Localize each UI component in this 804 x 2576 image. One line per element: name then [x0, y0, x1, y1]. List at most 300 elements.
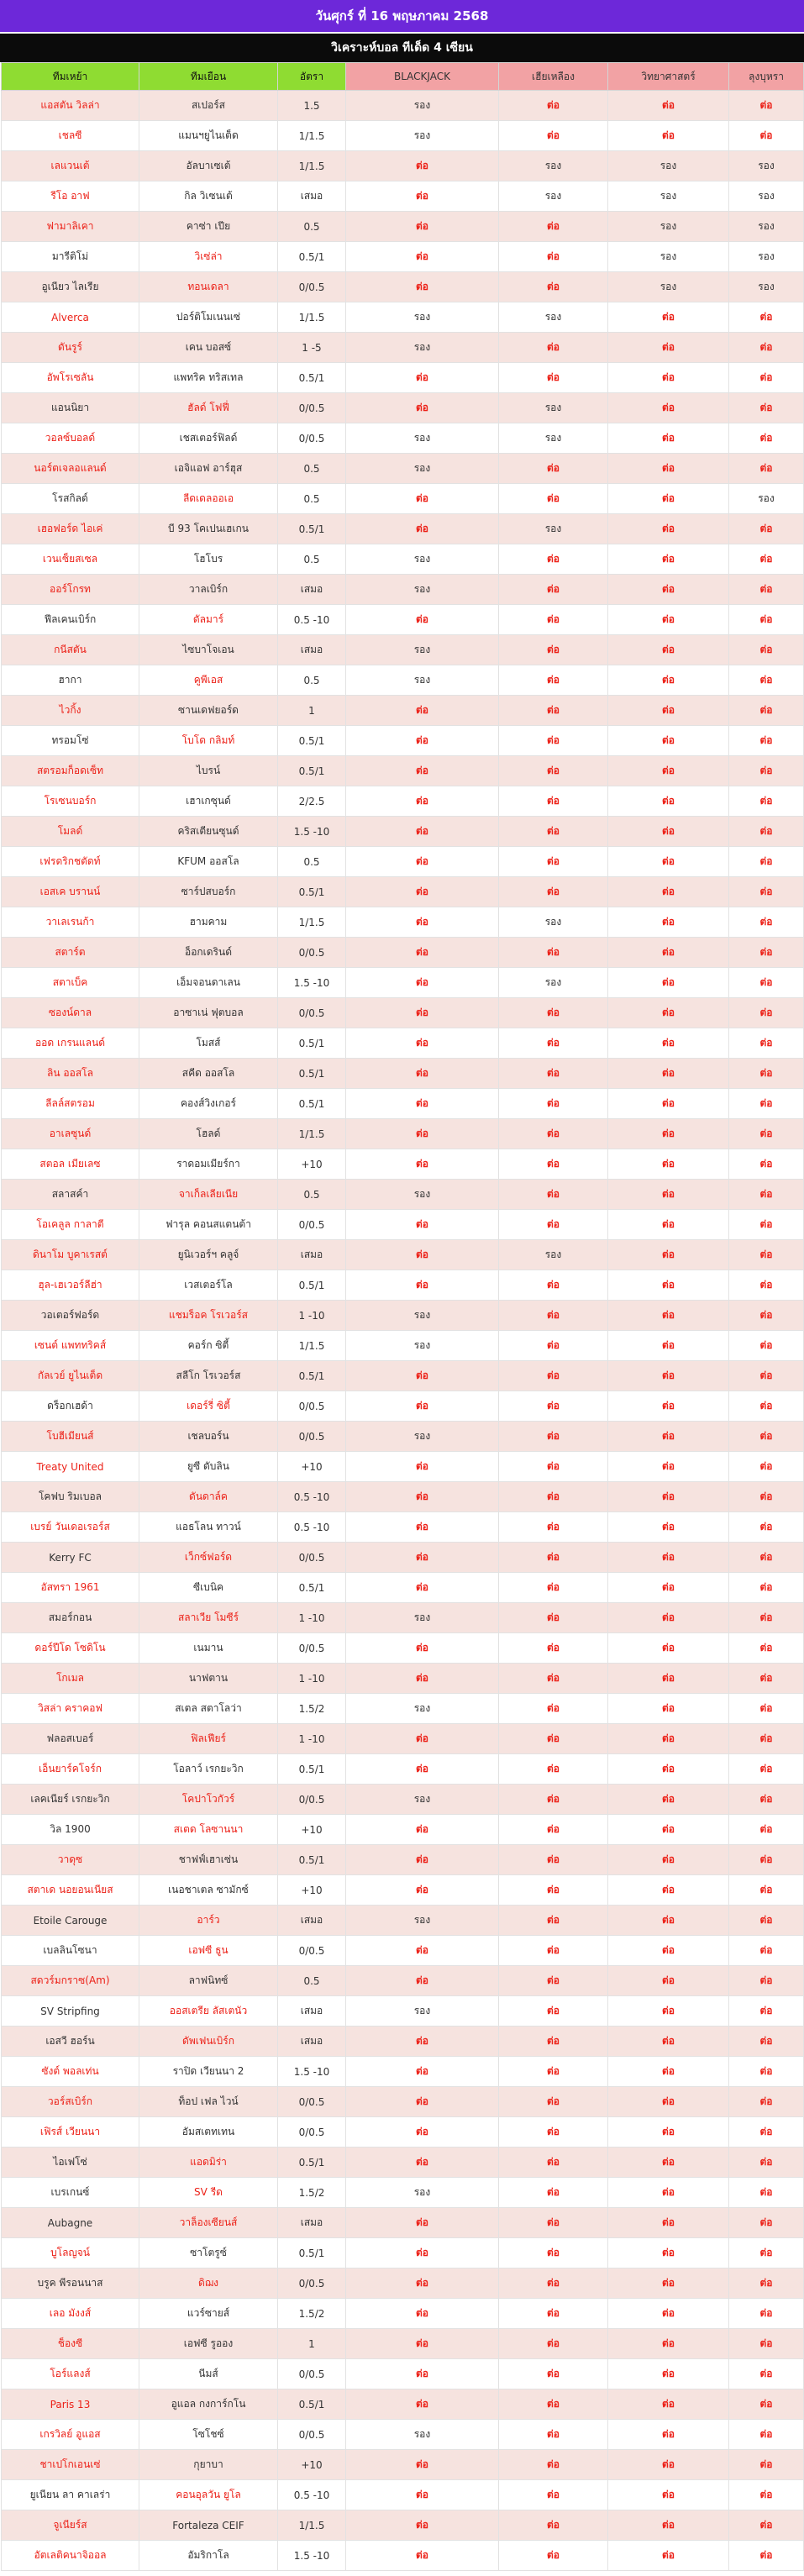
lung-bura-tip: ต่อ [729, 1028, 804, 1059]
table-row [2, 2268, 804, 2299]
hia-lueang-tip: ต่อ [499, 2178, 608, 2208]
hia-lueang-tip: ต่อ [499, 1089, 608, 1119]
hia-lueang-tip: ต่อ [499, 1633, 608, 1664]
table-row [2, 817, 804, 847]
hia-lueang-tip: ต่อ [499, 847, 608, 877]
lung-bura-tip: ต่อ [729, 2359, 804, 2389]
hia-lueang-tip: ต่อ [499, 1845, 608, 1875]
lung-bura-tip: ต่อ [729, 968, 804, 998]
blackjack-tip: ต่อ [346, 1936, 499, 1966]
table-row [2, 1210, 804, 1240]
hia-lueang-tip: ต่อ [499, 2027, 608, 2057]
handicap-odds: 0.5/1 [278, 2148, 346, 2178]
lung-bura-tip: ต่อ [729, 1361, 804, 1391]
away-team: ซาโตรูซ์ [139, 2238, 278, 2268]
hia-lueang-tip: ต่อ [499, 272, 608, 302]
hia-lueang-tip: ต่อ [499, 1422, 608, 1452]
away-team: เอจิแอฟ อาร์ฮุส [139, 454, 278, 484]
home-team: วาดุซ [2, 1845, 139, 1875]
home-team: กนีสตัน [2, 635, 139, 665]
table-row [2, 756, 804, 786]
science-tip: ต่อ [608, 454, 729, 484]
home-team: อัพโรเซลัน [2, 363, 139, 393]
handicap-odds: 0/0.5 [278, 2117, 346, 2148]
away-team: อัลบาเซเต้ [139, 151, 278, 181]
science-tip: ต่อ [608, 1331, 729, 1361]
away-team: ดันดาล์ค [139, 1482, 278, 1512]
handicap-odds: 1.5 -10 [278, 817, 346, 847]
science-tip: ต่อ [608, 1996, 729, 2027]
away-team: แพทริค ทริสเทล [139, 363, 278, 393]
science-tip: ต่อ [608, 575, 729, 605]
hia-lueang-tip: รอง [499, 151, 608, 181]
science-tip: ต่อ [608, 2299, 729, 2329]
home-team: กัลเวย์ ยูไนเต็ด [2, 1361, 139, 1391]
handicap-odds: 2/2.5 [278, 786, 346, 817]
column-header-home: ทีมเหย้า [2, 63, 139, 91]
handicap-odds: 0/0.5 [278, 423, 346, 454]
hia-lueang-tip: ต่อ [499, 1210, 608, 1240]
handicap-odds: 0/0.5 [278, 1391, 346, 1422]
blackjack-tip: ต่อ [346, 1119, 499, 1149]
lung-bura-tip: ต่อ [729, 1210, 804, 1240]
science-tip: ต่อ [608, 393, 729, 423]
lung-bura-tip: ต่อ [729, 786, 804, 817]
home-team: มารีติโม่ [2, 242, 139, 272]
handicap-odds: 0.5/1 [278, 726, 346, 756]
hia-lueang-tip: ต่อ [499, 1331, 608, 1361]
away-team: เนมาน [139, 1633, 278, 1664]
away-team: Fortaleza CEIF [139, 2510, 278, 2541]
handicap-odds: 1/1.5 [278, 1119, 346, 1149]
science-tip: ต่อ [608, 877, 729, 907]
table-row [2, 1331, 804, 1361]
hia-lueang-tip: ต่อ [499, 726, 608, 756]
away-team: คอร์ก ซิตี้ [139, 1331, 278, 1361]
lung-bura-tip: ต่อ [729, 696, 804, 726]
away-team: แชมร็อค โรเวอร์ส [139, 1301, 278, 1331]
away-team: เชสเตอร์ฟิลด์ [139, 423, 278, 454]
science-tip: ต่อ [608, 726, 729, 756]
hia-lueang-tip: ต่อ [499, 1543, 608, 1573]
hia-lueang-tip: ต่อ [499, 605, 608, 635]
away-team: เอฟซี รูออง [139, 2329, 278, 2359]
table-row [2, 1180, 804, 1210]
blackjack-tip: รอง [346, 121, 499, 151]
handicap-odds: 1.5/2 [278, 2178, 346, 2208]
home-team: Kerry FC [2, 1543, 139, 1573]
table-row [2, 938, 804, 968]
science-tip: ต่อ [608, 1754, 729, 1785]
science-tip: ต่อ [608, 665, 729, 696]
home-team: บูโลญจน์ [2, 2238, 139, 2268]
handicap-odds: เสมอ [278, 1240, 346, 1270]
hia-lueang-tip: รอง [499, 181, 608, 212]
home-team: โอเคลูล กาลาตี [2, 1210, 139, 1240]
science-tip: ต่อ [608, 1119, 729, 1149]
blackjack-tip: ต่อ [346, 272, 499, 302]
handicap-odds: 0/0.5 [278, 393, 346, 423]
away-team: คริสเตียนซุนด์ [139, 817, 278, 847]
home-team: ฟีลเคนเบิร์ก [2, 605, 139, 635]
hia-lueang-tip: ต่อ [499, 121, 608, 151]
away-team: แอธโลน ทาวน์ [139, 1512, 278, 1543]
home-team: เอสเค บรานน์ [2, 877, 139, 907]
science-tip: ต่อ [608, 2208, 729, 2238]
science-tip: รอง [608, 272, 729, 302]
lung-bura-tip: ต่อ [729, 2510, 804, 2541]
handicap-odds: 1/1.5 [278, 151, 346, 181]
science-tip: ต่อ [608, 696, 729, 726]
column-header-lung-bura: ลุงบุหรา [729, 63, 804, 91]
science-tip: รอง [608, 212, 729, 242]
home-team: โอร์แลงส์ [2, 2359, 139, 2389]
lung-bura-tip: รอง [729, 242, 804, 272]
lung-bura-tip: ต่อ [729, 1301, 804, 1331]
hia-lueang-tip: ต่อ [499, 2117, 608, 2148]
hia-lueang-tip: ต่อ [499, 877, 608, 907]
handicap-odds: 1.5 [278, 91, 346, 121]
lung-bura-tip: ต่อ [729, 91, 804, 121]
lung-bura-tip: ต่อ [729, 454, 804, 484]
hia-lueang-tip: ต่อ [499, 1512, 608, 1543]
away-team: แอดมิร่า [139, 2148, 278, 2178]
blackjack-tip: ต่อ [346, 1875, 499, 1906]
table-row [2, 1906, 804, 1936]
lung-bura-tip: ต่อ [729, 1633, 804, 1664]
away-team: ไบรน์ [139, 756, 278, 786]
science-tip: ต่อ [608, 635, 729, 665]
blackjack-tip: ต่อ [346, 756, 499, 786]
away-team: ลาฟนิทซ์ [139, 1966, 278, 1996]
lung-bura-tip: ต่อ [729, 333, 804, 363]
blackjack-tip: รอง [346, 635, 499, 665]
blackjack-tip: ต่อ [346, 605, 499, 635]
handicap-odds: 1 -10 [278, 1664, 346, 1694]
handicap-odds: 0.5/1 [278, 363, 346, 393]
away-team: ออสเตรีย ลัสเตนัว [139, 1996, 278, 2027]
blackjack-tip: ต่อ [346, 1815, 499, 1845]
away-team: ดิฌง [139, 2268, 278, 2299]
science-tip: ต่อ [608, 2268, 729, 2299]
hia-lueang-tip: ต่อ [499, 454, 608, 484]
home-team: เลแวนเต้ [2, 151, 139, 181]
blackjack-tip: ต่อ [346, 2027, 499, 2057]
table-row [2, 2450, 804, 2480]
science-tip: ต่อ [608, 1422, 729, 1452]
table-row [2, 1603, 804, 1633]
home-team: วาเลเรนก้า [2, 907, 139, 938]
handicap-odds: 0.5/1 [278, 2238, 346, 2268]
away-team: กุยาบา [139, 2450, 278, 2480]
handicap-odds: 0.5/1 [278, 2389, 346, 2420]
science-tip: ต่อ [608, 998, 729, 1028]
lung-bura-tip: ต่อ [729, 1573, 804, 1603]
home-team: ฟามาลิเคา [2, 212, 139, 242]
hia-lueang-tip: ต่อ [499, 1119, 608, 1149]
home-team: รีโอ อาฟ [2, 181, 139, 212]
hia-lueang-tip: ต่อ [499, 2420, 608, 2450]
home-team: ยูเนียน ลา คาเลร่า [2, 2480, 139, 2510]
home-team: Paris 13 [2, 2389, 139, 2420]
science-tip: ต่อ [608, 484, 729, 514]
blackjack-tip: ต่อ [346, 1724, 499, 1754]
lung-bura-tip: ต่อ [729, 2480, 804, 2510]
blackjack-tip: ต่อ [346, 998, 499, 1028]
blackjack-tip: รอง [346, 454, 499, 484]
science-tip: ต่อ [608, 2389, 729, 2420]
science-tip: ต่อ [608, 2420, 729, 2450]
table-row [2, 181, 804, 212]
date-banner: วันศุกร์ ที่ 16 พฤษภาคม 2568 [0, 0, 804, 32]
blackjack-tip: ต่อ [346, 2450, 499, 2480]
home-team: สตาเบ็ค [2, 968, 139, 998]
column-header-science: วิทยาศาสตร์ [608, 63, 729, 91]
lung-bura-tip: ต่อ [729, 2268, 804, 2299]
table-row [2, 1391, 804, 1422]
away-team: กิล วิเซนเต้ [139, 181, 278, 212]
lung-bura-tip: ต่อ [729, 393, 804, 423]
science-tip: ต่อ [608, 1391, 729, 1422]
lung-bura-tip: ต่อ [729, 877, 804, 907]
lung-bura-tip: ต่อ [729, 575, 804, 605]
handicap-odds: 0/0.5 [278, 272, 346, 302]
home-team: นอร์ตเจลอแลนด์ [2, 454, 139, 484]
science-tip: ต่อ [608, 2450, 729, 2480]
handicap-odds: 0.5/1 [278, 1089, 346, 1119]
blackjack-tip: รอง [346, 1785, 499, 1815]
away-team: โมสส์ [139, 1028, 278, 1059]
science-tip: รอง [608, 151, 729, 181]
home-team: เบรเกนซ์ [2, 2178, 139, 2208]
science-tip: ต่อ [608, 302, 729, 333]
blackjack-tip: ต่อ [346, 968, 499, 998]
home-team: โรเซนบอร์ก [2, 786, 139, 817]
lung-bura-tip: ต่อ [729, 605, 804, 635]
science-tip: ต่อ [608, 1452, 729, 1482]
hia-lueang-tip: ต่อ [499, 665, 608, 696]
table-row [2, 1543, 804, 1573]
away-team: จาเก็ลเลียเนีย [139, 1180, 278, 1210]
blackjack-tip: รอง [346, 333, 499, 363]
table-row [2, 514, 804, 544]
blackjack-tip: ต่อ [346, 2117, 499, 2148]
away-team: เอฟซี ธูน [139, 1936, 278, 1966]
science-tip: ต่อ [608, 544, 729, 575]
home-team: Aubagne [2, 2208, 139, 2238]
home-team: โบฮีเมียนส์ [2, 1422, 139, 1452]
handicap-odds: +10 [278, 2450, 346, 2480]
lung-bura-tip: ต่อ [729, 1785, 804, 1815]
hia-lueang-tip: ต่อ [499, 1966, 608, 1996]
table-row [2, 1966, 804, 1996]
hia-lueang-tip: ต่อ [499, 1180, 608, 1210]
table-row [2, 1240, 804, 1270]
hia-lueang-tip: ต่อ [499, 484, 608, 514]
hia-lueang-tip: ต่อ [499, 1875, 608, 1906]
science-tip: ต่อ [608, 1240, 729, 1270]
hia-lueang-tip: ต่อ [499, 1694, 608, 1724]
home-team: ฮุล-เฮเวอร์ลีฮ่า [2, 1270, 139, 1301]
science-tip: ต่อ [608, 1361, 729, 1391]
table-row [2, 272, 804, 302]
hia-lueang-tip: ต่อ [499, 2057, 608, 2087]
table-row [2, 998, 804, 1028]
home-team: SV Stripfing [2, 1996, 139, 2027]
hia-lueang-tip: ต่อ [499, 2238, 608, 2268]
science-tip: ต่อ [608, 2329, 729, 2359]
science-tip: ต่อ [608, 2238, 729, 2268]
handicap-odds: 0.5 [278, 212, 346, 242]
hia-lueang-tip: ต่อ [499, 1603, 608, 1633]
home-team: ออร์โกรท [2, 575, 139, 605]
hia-lueang-tip: รอง [499, 1240, 608, 1270]
lung-bura-tip: รอง [729, 484, 804, 514]
table-row [2, 1059, 804, 1089]
handicap-odds: เสมอ [278, 2208, 346, 2238]
handicap-odds: 0.5/1 [278, 1845, 346, 1875]
handicap-odds: 0/0.5 [278, 1785, 346, 1815]
science-tip: ต่อ [608, 2359, 729, 2389]
lung-bura-tip: ต่อ [729, 1875, 804, 1906]
hia-lueang-tip: รอง [499, 302, 608, 333]
lung-bura-tip: ต่อ [729, 817, 804, 847]
table-row [2, 2057, 804, 2087]
blackjack-tip: ต่อ [346, 1089, 499, 1119]
hia-lueang-tip: ต่อ [499, 2268, 608, 2299]
lung-bura-tip: ต่อ [729, 998, 804, 1028]
away-team: เคน บอสซ์ [139, 333, 278, 363]
away-team: อูแอล กงการ์กโน [139, 2389, 278, 2420]
blackjack-tip: รอง [346, 1331, 499, 1361]
science-tip: ต่อ [608, 847, 729, 877]
handicap-odds: เสมอ [278, 1996, 346, 2027]
blackjack-tip: ต่อ [346, 696, 499, 726]
handicap-odds: 0.5 [278, 847, 346, 877]
science-tip: ต่อ [608, 2541, 729, 2571]
hia-lueang-tip: ต่อ [499, 1664, 608, 1694]
science-tip: ต่อ [608, 514, 729, 544]
lung-bura-tip: ต่อ [729, 2450, 804, 2480]
home-team: วอลซ์บอลด์ [2, 423, 139, 454]
blackjack-tip: ต่อ [346, 726, 499, 756]
table-row [2, 1089, 804, 1119]
lung-bura-tip: ต่อ [729, 1966, 804, 1996]
home-team: แอสตัน วิลล่า [2, 91, 139, 121]
blackjack-tip: ต่อ [346, 1391, 499, 1422]
hia-lueang-tip: ต่อ [499, 1815, 608, 1845]
science-tip: ต่อ [608, 2027, 729, 2057]
science-tip: ต่อ [608, 817, 729, 847]
blackjack-tip: รอง [346, 1422, 499, 1452]
hia-lueang-tip: ต่อ [499, 2208, 608, 2238]
science-tip: ต่อ [608, 907, 729, 938]
table-row [2, 2027, 804, 2057]
science-tip: ต่อ [608, 333, 729, 363]
home-team: บรูค พีรอนนาส [2, 2268, 139, 2299]
home-team: เฮอฟอร์ด ไอเค่ [2, 514, 139, 544]
science-tip: ต่อ [608, 1936, 729, 1966]
hia-lueang-tip: ต่อ [499, 2450, 608, 2480]
handicap-odds: 0.5 -10 [278, 1512, 346, 1543]
home-team: ซองน์ดาล [2, 998, 139, 1028]
table-row [2, 665, 804, 696]
handicap-odds: 1 [278, 2329, 346, 2359]
handicap-odds: 1/1.5 [278, 907, 346, 938]
table-row [2, 1724, 804, 1754]
handicap-odds: 1 -10 [278, 1603, 346, 1633]
lung-bura-tip: ต่อ [729, 1936, 804, 1966]
home-team: ดินาโม บูคาเรสต์ [2, 1240, 139, 1270]
hia-lueang-tip: ต่อ [499, 1270, 608, 1301]
home-team: เอ็นยาร์คโจร์ก [2, 1754, 139, 1785]
science-tip: ต่อ [608, 1059, 729, 1089]
lung-bura-tip: ต่อ [729, 2389, 804, 2420]
home-team: อัสทรา 1961 [2, 1573, 139, 1603]
blackjack-tip: ต่อ [346, 1482, 499, 1512]
table-row [2, 2178, 804, 2208]
table-row [2, 1270, 804, 1301]
science-tip: ต่อ [608, 786, 729, 817]
lung-bura-tip: ต่อ [729, 1119, 804, 1149]
table-row [2, 1633, 804, 1664]
away-team: อาร์ว [139, 1906, 278, 1936]
home-team: สมอร์กอน [2, 1603, 139, 1633]
away-team: SV รีด [139, 2178, 278, 2208]
hia-lueang-tip: ต่อ [499, 333, 608, 363]
science-tip: ต่อ [608, 1301, 729, 1331]
blackjack-tip: ต่อ [346, 2329, 499, 2359]
blackjack-tip: ต่อ [346, 1210, 499, 1240]
blackjack-tip: รอง [346, 1301, 499, 1331]
away-team: สเปอร์ส [139, 91, 278, 121]
table-row [2, 696, 804, 726]
home-team: โคฟบ ริมเบอล [2, 1482, 139, 1512]
blackjack-tip: ต่อ [346, 181, 499, 212]
away-team: สลีโก โรเวอร์ส [139, 1361, 278, 1391]
handicap-odds: 0/0.5 [278, 2359, 346, 2389]
hia-lueang-tip: ต่อ [499, 1936, 608, 1966]
handicap-odds: 0.5/1 [278, 756, 346, 786]
handicap-odds: 0.5/1 [278, 242, 346, 272]
hia-lueang-tip: ต่อ [499, 2329, 608, 2359]
handicap-odds: 0.5 -10 [278, 1482, 346, 1512]
science-tip: ต่อ [608, 2148, 729, 2178]
away-team: โซโชซ์ [139, 2420, 278, 2450]
hia-lueang-tip: ต่อ [499, 1482, 608, 1512]
column-header-odds: อัตรา [278, 63, 346, 91]
hia-lueang-tip: ต่อ [499, 1724, 608, 1754]
home-team: เอสวี ฮอร์น [2, 2027, 139, 2057]
science-tip: ต่อ [608, 1724, 729, 1754]
lung-bura-tip: ต่อ [729, 1089, 804, 1119]
table-row [2, 847, 804, 877]
table-row [2, 544, 804, 575]
lung-bura-tip: ต่อ [729, 1845, 804, 1875]
page-title: วิเคราะห์บอล ทีเด็ด 4 เซียน [0, 32, 804, 62]
away-team: คาซ่า เปีย [139, 212, 278, 242]
blackjack-tip: ต่อ [346, 1270, 499, 1301]
table-row [2, 1452, 804, 1482]
away-team: โฮลด์ [139, 1119, 278, 1149]
table-row [2, 1754, 804, 1785]
table-row [2, 212, 804, 242]
science-tip: ต่อ [608, 1543, 729, 1573]
home-team: แอนนิยา [2, 393, 139, 423]
home-team: สดวร์มกราซ(Am) [2, 1966, 139, 1996]
home-team: อาเลซุนด์ [2, 1119, 139, 1149]
home-team: ดันรูร์ [2, 333, 139, 363]
